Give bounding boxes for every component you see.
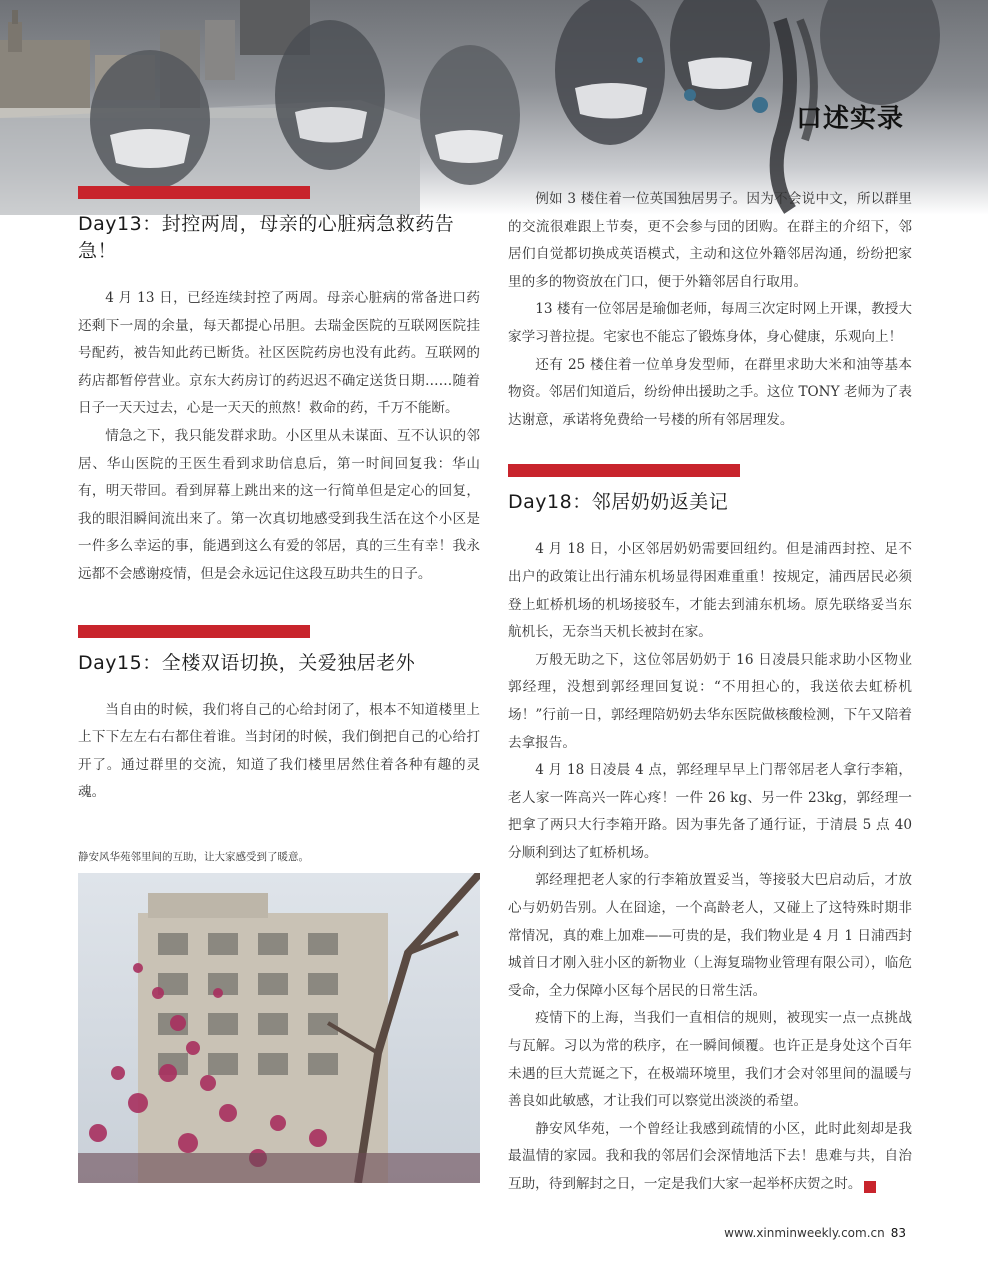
red-rule [508,464,740,477]
end-mark-icon: 民 [864,1181,876,1193]
right-column [508,186,912,1199]
paragraph: 4 月 18 日，小区邻居奶奶需要回纽约。但是浦西封控、足不出户的政策让出行浦东机场显得困难重重！按规定，浦西居民必须登上虹桥机场的机场接驳车，才能去到浦东机场。原先联络妥当东航机长，无奈当天机长被封在家。 [508,541,912,641]
paragraph: 郭经理把老人家的行李箱放置妥当，等接驳大巴启动后，才放心与奶奶告别。人在囧途，一个高龄老人，又碰上了这特殊时期非常情况，真的难上加难——可贵的是，我们物业是 4 月 1 日浦西封城首日才刚入驻小区的新物业（上海复瑞物业管理有限公司），临危受命，全力保障小区每个居民的日常生活。 [508,872,912,999]
paragraph: 4 月 13 日，已经连续封控了两周。母亲心脏病的常备进口药还剩下一周的余量，每天都提心吊胆。去瑞金医院的互联网医院挂号配药，被告知此药已断货。社区医院药房也没有此药。互联网的药店都暂停营业。京东大药房订的药迟迟不确定送货日期……随着日子一天天过去，心是一天天的煎熬！救命的药，千万不能断。 [78,290,480,417]
photo-caption: 静安风华苑邻里间的互助，让大家感受到了暖意。 [78,850,309,863]
website-url: www.xinminweekly.com.cn [724,1226,885,1240]
section-heading-day15: Day15：全楼双语切换，关爱独居老外 [78,651,416,674]
paragraph: 例如 3 楼住着一位英国独居男子。因为不会说中文，所以群里的交流很难跟上节奏，更不会参与団的团购。在群主的介绍下，邻居们自觉都切换成英语模式，主动和这位外籍邻居沟通，纷纷把家里的多的物资放在门口，便于外籍邻居自行取用。 [508,191,912,290]
section-heading-day18: Day18：邻居奶奶返美记 [508,491,729,514]
paragraph: 情急之下，我只能发群求助。小区里从未谋面、互不认识的邻居、华山医院的王医生看到求助信息后，第一时间回复我：华山有，明天带回。看到屏幕上跳出来的这一行简单但是定心的回复，我的眼泪瞬间流出来了。第一次真切地感受到我生活在这个小区是一件多么幸运的事，能遇到这么有爱的邻居，真的三生有幸！我永远都不会感谢疫情，但是会永远记住这段互助共生的日子。 [78,427,480,582]
paragraph: 疫情下的上海，当我们一直相信的规则，被现实一点一点挑战与瓦解。习以为常的秩序，在一瞬间倾覆。也许正是身处这个百年未遇的巨大荒诞之下，在极端环境里，我们才会对邻里间的温暖与善良如此敏感，才让我们可以察觉出淡淡的希望。 [508,1010,912,1110]
page-number: 83 [890,1226,906,1240]
section-heading-day13: Day13：封控两周，母亲的心脏病急救药告急！ [78,213,455,262]
section-tag: 口述实录 [796,104,905,134]
red-rule [78,625,310,638]
header-banner [0,0,988,215]
paragraph: 13 楼有一位邻居是瑜伽老师，每周三次定时网上开课，教授大家学习普拉提。宅家也不能忘了锻炼身体，身心健康，乐观向上！ [508,301,912,345]
paragraph: 当自由的时候，我们将自己的心给封闭了，根本不知道楼里上上下下左左右右都住着谁。当封闭的时候，我们倒把自己的心给打开了。通过群里的交流，知道了我们楼里居然住着各种有趣的灵魂。 [78,701,480,801]
paragraph [508,1116,912,1199]
paragraph-text: 静安风华苑，一个曾经让我感到疏情的小区，此时此刻却是我最温情的家园。我和我的邻居们会深情地活下去！患难与共，自治互助，待到解封之日，一定是我们大家一起举杯庆贺之时。 [508,1120,912,1192]
photo-building-blossoms [78,873,480,1183]
left-column [78,186,480,1183]
paragraph: 万般无助之下，这位邻居奶奶于 16 日凌晨只能求助小区物业郭经理，没想到郭经理回复说：“不用担心的，我送依去虹桥机场！”行前一日，郭经理陪奶奶去华东医院做核酸检测，下午又陪着去拿报告。 [508,651,912,751]
paragraph: 4 月 18 日凌晨 4 点，郭经理早早上门帮邻居老人拿行李箱，老人家一阵高兴一阵心疼！一件 26 kg、另一件 23kg，郭经理一把拿了两只大行李箱开路。因为事先备了通行证，于清晨 5 点 40 分顺利到达了虹桥机场。 [508,762,912,861]
page-footer [724,1226,906,1240]
red-rule [78,186,310,199]
paragraph: 还有 25 楼住着一位单身发型师，在群里求助大米和油等基本物资。邻居们知道后，纷纷伸出援助之手。这位 TONY 老师为了表达谢意，承诺将免费给一号楼的所有邻居理发。 [508,356,912,428]
